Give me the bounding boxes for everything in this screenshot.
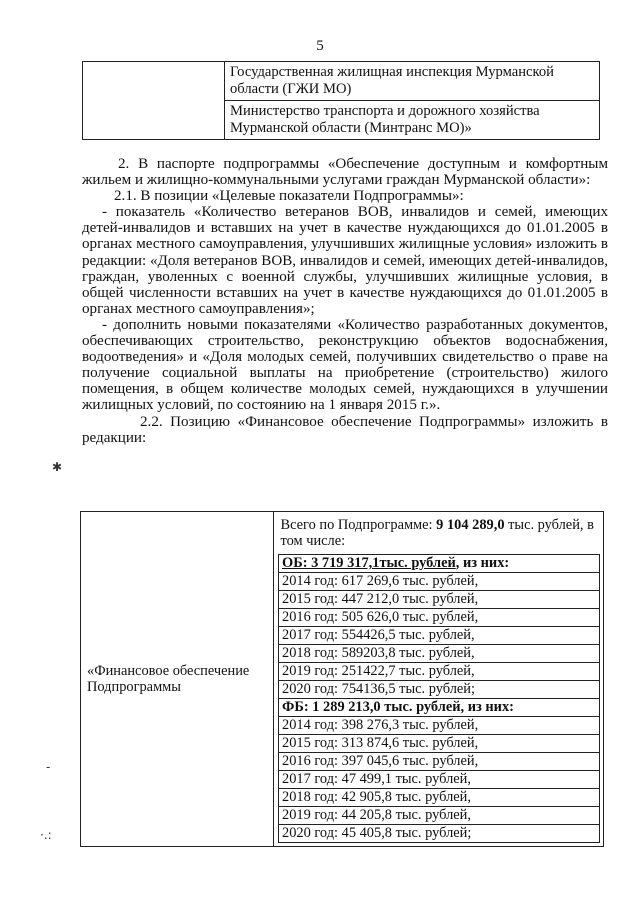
- table-row: [279, 517, 600, 555]
- table-row: [279, 735, 600, 753]
- total-cell: Всего по Подпрограмме: 9 104 289,0 тыс. рублей, в том числе:: [279, 517, 600, 555]
- paragraph-2-2: 2.2. Позицию «Финансовое обеспечение Подпрограммы» изложить в редакции:: [82, 413, 608, 446]
- margin-asterisk-mark: ✱: [52, 460, 63, 474]
- ob-year-row: 2020 год: 754136,5 тыс. рублей;: [279, 681, 600, 699]
- ob-year-row: 2018 год: 589203,8 тыс. рублей,: [279, 645, 600, 663]
- table-row: [279, 753, 600, 771]
- table-row: [83, 62, 600, 101]
- financing-breakdown: [278, 517, 600, 843]
- paragraph-2-1: 2.1. В позиции «Целевые показатели Подпрограммы»:: [114, 188, 464, 205]
- fb-year-row: 2016 год: 397 045,6 тыс. рублей,: [279, 753, 600, 771]
- ob-year-row: 2014 год: 617 269,6 тыс. рублей,: [279, 573, 600, 591]
- executors-table: [82, 61, 600, 140]
- ob-year-row: 2017 год: 554426,5 тыс. рублей,: [279, 627, 600, 645]
- table-row: [279, 609, 600, 627]
- paragraph-2: 2. В паспорте подпрограммы «Обеспечение доступным и комфортным жильем и жилищно-коммунальными услугами граждан Мурманской области»:: [82, 156, 608, 189]
- paragraph-new-indicators: - дополнить новыми показателями «Количество разработанных документов, обеспечивающих строительство, реконструкцию объектов водоснабжения, водоотведения» и «Доля молодых семей, получивших свидетельство о праве на получение социальной выплаты на приобретение (строительство) жилого помещения, в общем количестве молодых семей, нуждающихся в улучшении жилищных условий, по состоянию на 1 января 2015 г.».: [82, 316, 608, 414]
- ob-total: ОБ: 3 719 317,1тыс. рублей: [282, 555, 456, 571]
- fb-total: ФБ: 1 289 213,0 тыс. рублей: [282, 699, 461, 715]
- table-row: [279, 771, 600, 789]
- table-row: [279, 591, 600, 609]
- table-row: [279, 663, 600, 681]
- ob-year-row: 2015 год: 447 212,0 тыс. рублей,: [279, 591, 600, 609]
- table-row: [279, 699, 600, 717]
- ob-year-row: 2019 год: 251422,7 тыс. рублей,: [279, 663, 600, 681]
- table-row: [279, 681, 600, 699]
- executor-gzhi-cell: Государственная жилищная инспекция Мурманской области (ГЖИ МО): [225, 62, 600, 101]
- table-row: [279, 807, 600, 825]
- empty-cell: [83, 62, 225, 140]
- fb-header-cell: ФБ: 1 289 213,0 тыс. рублей, из них:: [279, 699, 600, 717]
- table-row: [279, 555, 600, 573]
- fb-year-row: 2018 год: 42 905,8 тыс. рублей,: [279, 789, 600, 807]
- table-row: [279, 825, 600, 843]
- total-value: 9 104 289,0: [436, 517, 505, 533]
- executor-mintrans-cell: Министерство транспорта и дорожного хозяйства Мурманской области (Минтранс МО)»: [225, 101, 600, 140]
- ob-header-cell: ОБ: 3 719 317,1тыс. рублей, из них:: [279, 555, 600, 573]
- table-row: [279, 717, 600, 735]
- fb-year-row: 2014 год: 398 276,3 тыс. рублей,: [279, 717, 600, 735]
- financing-values-cell: [274, 512, 604, 847]
- page-number: 5: [316, 38, 324, 54]
- fb-year-row: 2020 год: 45 405,8 тыс. рублей;: [279, 825, 600, 843]
- amendment-text: [82, 156, 608, 446]
- margin-dash-mark: -: [46, 760, 51, 774]
- table-row: [279, 573, 600, 591]
- table-row: [81, 512, 604, 847]
- fb-year-row: 2017 год: 47 499,1 тыс. рублей,: [279, 771, 600, 789]
- margin-dots-mark: ·.:: [40, 828, 52, 842]
- paragraph-indicator-change: - показатель «Количество ветеранов ВОВ, инвалидов и семей, имеющих детей-инвалидов и вставших на учет в качестве нуждающихся до 01.01.2005 в органах местного самоуправления, улучшивших жилищные условия» изложить в редакции: «Доля ветеранов ВОВ, инвалидов и семей, имеющих детей-инвалидов, граждан, уволенных с военной службы, улучшивших жилищные условия, в общей численности вставших на учет в качестве нуждающихся до 01.01.2005 в органах местного самоуправления»;: [82, 204, 608, 317]
- fb-year-row: 2019 год: 44 205,8 тыс. рублей,: [279, 807, 600, 825]
- financing-table: [80, 511, 604, 847]
- table-row: [279, 789, 600, 807]
- financing-label-cell: «Финансовое обеспечение Подпрограммы: [81, 512, 274, 847]
- ob-year-row: 2016 год: 505 626,0 тыс. рублей,: [279, 609, 600, 627]
- table-row: [279, 627, 600, 645]
- table-row: [279, 645, 600, 663]
- fb-year-row: 2015 год: 313 874,6 тыс. рублей,: [279, 735, 600, 753]
